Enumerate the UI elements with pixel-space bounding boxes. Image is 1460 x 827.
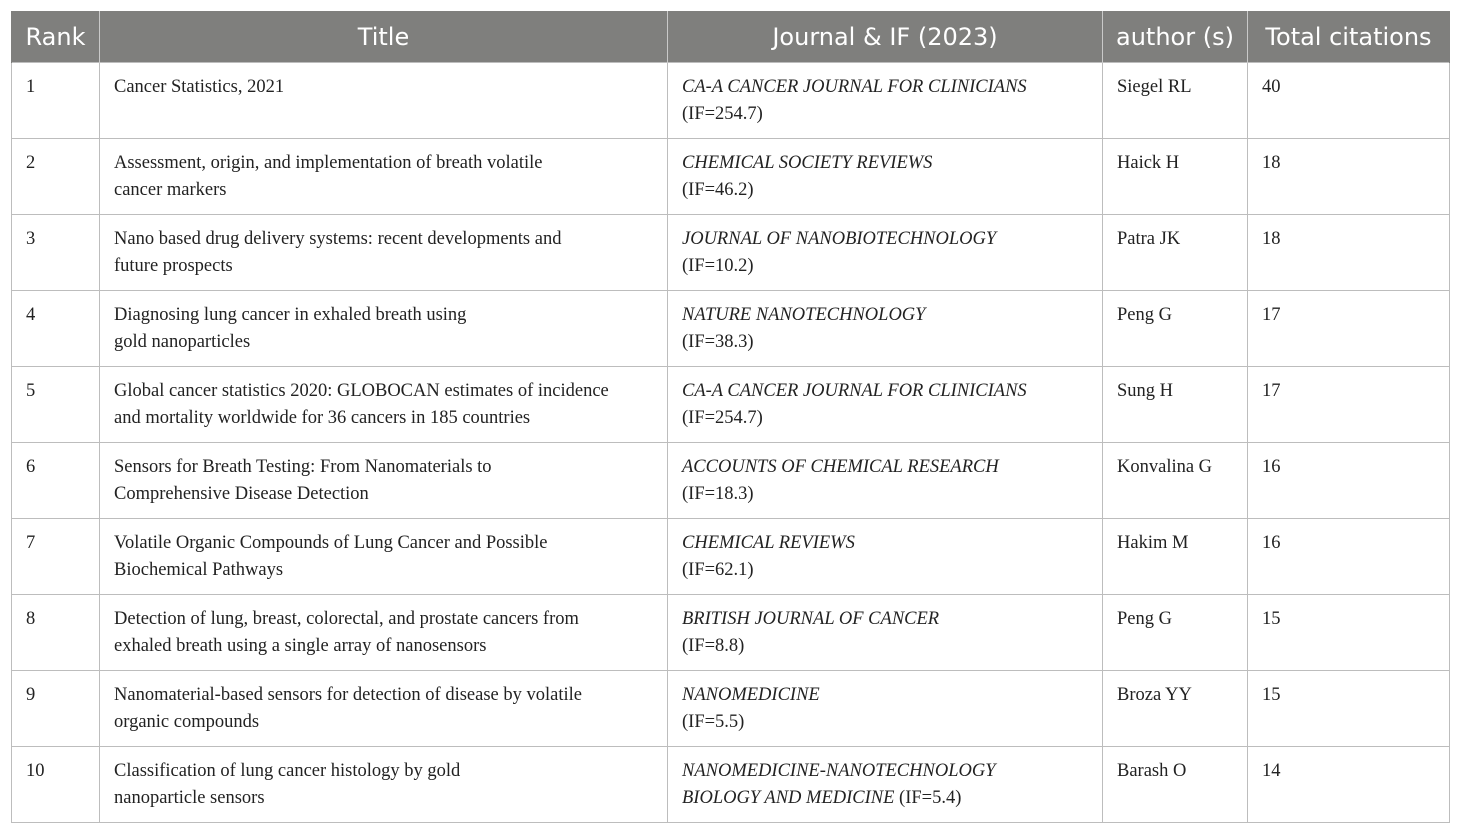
table-row (12, 595, 1450, 671)
journal-name: ACCOUNTS OF CHEMICAL RESEARCH (682, 457, 999, 477)
author-cell: Patra JK (1103, 215, 1248, 291)
journal-cell (668, 747, 1103, 823)
header-total-citations: Total citations (1248, 11, 1450, 63)
journal-cell (668, 63, 1103, 139)
header-rank: Rank (12, 11, 100, 63)
rank-cell: 4 (12, 291, 100, 367)
citations-cell: 16 (1248, 443, 1450, 519)
citations-cell: 18 (1248, 215, 1450, 291)
title-cell (100, 63, 668, 139)
citations-cell: 40 (1248, 63, 1450, 139)
rank-cell: 1 (12, 63, 100, 139)
impact-factor: (IF=62.1) (682, 560, 754, 580)
title-line: Volatile Organic Compounds of Lung Cancer and Possible (114, 533, 548, 553)
table-row (12, 139, 1450, 215)
citations-cell: 15 (1248, 671, 1450, 747)
journal-name: CHEMICAL SOCIETY REVIEWS (682, 153, 933, 173)
impact-factor: (IF=254.7) (682, 104, 763, 124)
citations-cell: 17 (1248, 291, 1450, 367)
table-row (12, 215, 1450, 291)
title-cell (100, 519, 668, 595)
journal-name: NATURE NANOTECHNOLOGY (682, 305, 926, 325)
header-row (12, 11, 1450, 63)
table-header (12, 11, 1450, 63)
journal-name: CA-A CANCER JOURNAL FOR CLINICIANS (682, 77, 1027, 97)
journal-name: CHEMICAL REVIEWS (682, 533, 855, 553)
title-line: Assessment, origin, and implementation of breath volatile (114, 153, 543, 173)
rank-cell: 10 (12, 747, 100, 823)
top-cited-papers-table (11, 11, 1450, 823)
journal-cell (668, 443, 1103, 519)
author-cell: Broza YY (1103, 671, 1248, 747)
rank-cell: 9 (12, 671, 100, 747)
author-cell: Konvalina G (1103, 443, 1248, 519)
citations-cell: 14 (1248, 747, 1450, 823)
title-cell (100, 747, 668, 823)
title-line: nanoparticle sensors (114, 788, 265, 808)
rank-cell: 8 (12, 595, 100, 671)
title-line: Comprehensive Disease Detection (114, 484, 369, 504)
table-row (12, 443, 1450, 519)
journal-name: NANOMEDICINE (682, 685, 820, 705)
rank-cell: 3 (12, 215, 100, 291)
title-cell (100, 671, 668, 747)
journal-cell (668, 671, 1103, 747)
impact-factor: (IF=38.3) (682, 332, 754, 352)
title-cell (100, 139, 668, 215)
title-line: gold nanoparticles (114, 332, 251, 352)
journal-name: NANOMEDICINE-NANOTECHNOLOGY (682, 761, 996, 781)
journal-name: CA-A CANCER JOURNAL FOR CLINICIANS (682, 381, 1027, 401)
author-cell: Haick H (1103, 139, 1248, 215)
title-line: and mortality worldwide for 36 cancers in 185 countries (114, 408, 531, 428)
title-line: Nanomaterial-based sensors for detection of disease by volatile (114, 685, 582, 705)
author-cell: Peng G (1103, 595, 1248, 671)
impact-factor: (IF=8.8) (682, 636, 745, 656)
citations-cell: 18 (1248, 139, 1450, 215)
header-authors: author (s) (1103, 11, 1248, 63)
title-line: organic compounds (114, 712, 260, 732)
title-line: Detection of lung, breast, colorectal, and prostate cancers from (114, 609, 579, 629)
journal-name: BRITISH JOURNAL OF CANCER (682, 609, 940, 629)
title-line: cancer markers (114, 180, 227, 200)
title-line: Global cancer statistics 2020: GLOBOCAN estimates of incidence (114, 381, 609, 401)
journal-cell (668, 291, 1103, 367)
rank-cell: 2 (12, 139, 100, 215)
journal-name: JOURNAL OF NANOBIOTECHNOLOGY (682, 229, 997, 249)
title-cell (100, 443, 668, 519)
author-cell: Sung H (1103, 367, 1248, 443)
journal-cell (668, 595, 1103, 671)
title-cell (100, 215, 668, 291)
header-journal: Journal & IF (2023) (668, 11, 1103, 63)
title-cell (100, 367, 668, 443)
table-row (12, 367, 1450, 443)
title-line: exhaled breath using a single array of nanosensors (114, 636, 487, 656)
journal-cell (668, 519, 1103, 595)
title-line: Cancer Statistics, 2021 (114, 77, 285, 97)
table-row (12, 519, 1450, 595)
rank-cell: 7 (12, 519, 100, 595)
author-cell: Siegel RL (1103, 63, 1248, 139)
rank-cell: 5 (12, 367, 100, 443)
author-cell: Hakim M (1103, 519, 1248, 595)
table-row (12, 63, 1450, 139)
title-line: future prospects (114, 256, 233, 276)
title-line: Biochemical Pathways (114, 560, 284, 580)
impact-factor: (IF=5.4) (899, 788, 962, 808)
journal-cell (668, 367, 1103, 443)
impact-factor: (IF=5.5) (682, 712, 745, 732)
table-row (12, 671, 1450, 747)
impact-factor: (IF=254.7) (682, 408, 763, 428)
journal-name: BIOLOGY AND MEDICINE (682, 788, 895, 808)
title-line: Sensors for Breath Testing: From Nanomaterials to (114, 457, 492, 477)
title-cell (100, 291, 668, 367)
journal-cell (668, 215, 1103, 291)
impact-factor: (IF=46.2) (682, 180, 754, 200)
table-row (12, 747, 1450, 823)
impact-factor: (IF=10.2) (682, 256, 754, 276)
title-line: Nano based drug delivery systems: recent developments and (114, 229, 562, 249)
author-cell: Barash O (1103, 747, 1248, 823)
rank-cell: 6 (12, 443, 100, 519)
citations-cell: 16 (1248, 519, 1450, 595)
citations-cell: 15 (1248, 595, 1450, 671)
title-line: Classification of lung cancer histology by gold (114, 761, 461, 781)
header-title: Title (100, 11, 668, 63)
table-body (12, 63, 1450, 823)
impact-factor: (IF=18.3) (682, 484, 754, 504)
title-cell (100, 595, 668, 671)
journal-cell (668, 139, 1103, 215)
table-row (12, 291, 1450, 367)
author-cell: Peng G (1103, 291, 1248, 367)
title-line: Diagnosing lung cancer in exhaled breath using (114, 305, 467, 325)
citations-cell: 17 (1248, 367, 1450, 443)
